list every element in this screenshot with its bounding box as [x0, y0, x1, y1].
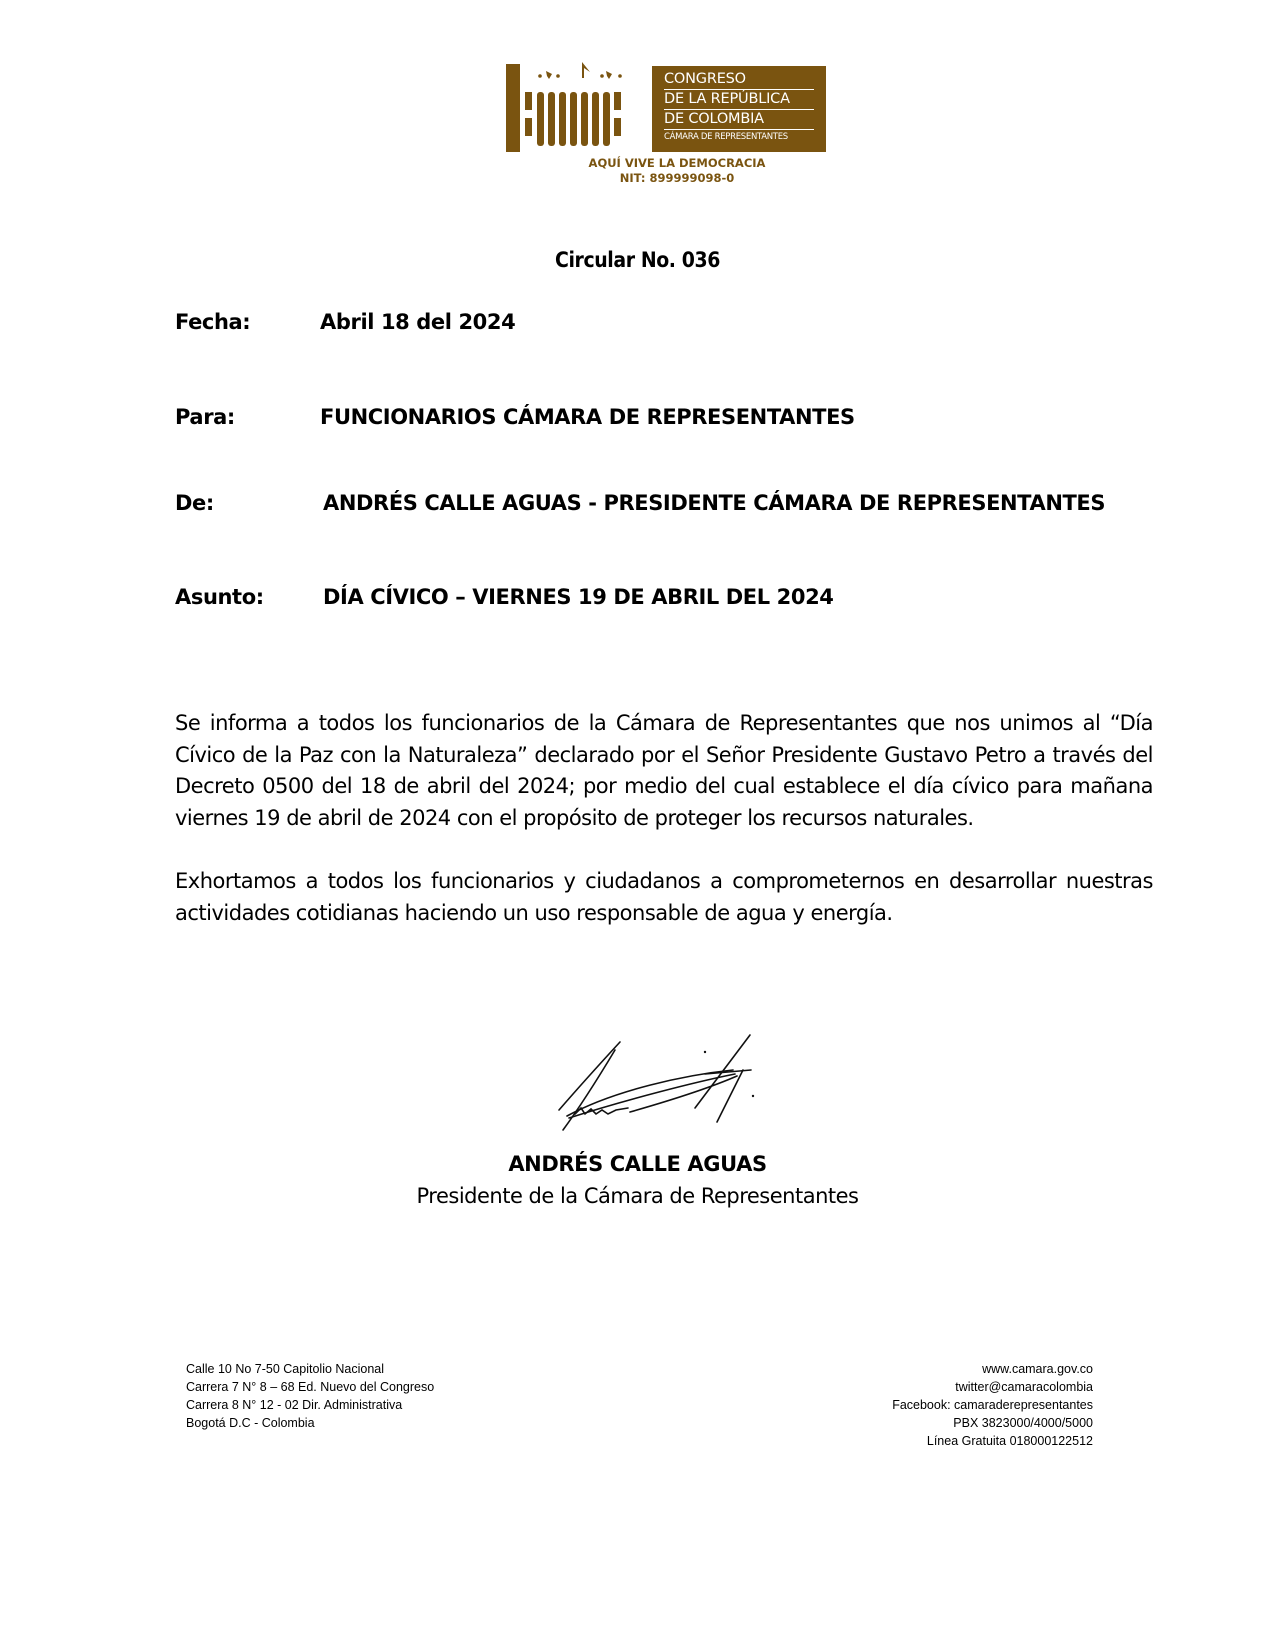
footer-address-line: Carrera 8 N° 12 - 02 Dir. Administrativa — [186, 1398, 403, 1412]
logo-line-1: CONGRESO — [664, 70, 814, 90]
footer-twitter: twitter@camaracolombia — [955, 1380, 1093, 1394]
signatory-role: Presidente de la Cámara de Representantes — [416, 1184, 859, 1208]
footer-address-line: Carrera 7 N° 8 – 68 Ed. Nuevo del Congreso — [186, 1380, 435, 1394]
field-label-para: Para: — [175, 405, 235, 429]
footer-facebook: Facebook: camaraderepresentantes — [892, 1398, 1093, 1412]
logo-tagline: AQUÍ VIVE LA DEMOCRACIA — [588, 156, 766, 170]
logo-nit: NIT: 899999098-0 — [619, 171, 735, 185]
footer-pbx: PBX 3823000/4000/5000 — [953, 1416, 1093, 1430]
field-value-asunto: DÍA CÍVICO – VIERNES 19 DE ABRIL DEL 2024 — [323, 585, 834, 609]
logo-wordmark — [652, 66, 826, 152]
field-label-asunto: Asunto: — [175, 585, 264, 609]
field-label-de: De: — [175, 491, 214, 515]
logo-line-3: DE COLOMBIA — [664, 110, 814, 130]
signatory-name: ANDRÉS CALLE AGUAS — [508, 1152, 767, 1176]
body-paragraph-2 — [175, 866, 1153, 929]
field-value-para: FUNCIONARIOS CÁMARA DE REPRESENTANTES — [320, 405, 855, 429]
footer-addresses — [186, 1360, 434, 1432]
capitol-building-icon — [506, 62, 650, 152]
footer-address-line: Bogotá D.C - Colombia — [186, 1416, 315, 1430]
logo-line-2: DE LA REPÚBLICA — [664, 90, 814, 110]
congress-logo — [506, 62, 828, 184]
footer-hotline: Línea Gratuita 018000122512 — [926, 1434, 1093, 1448]
footer-website: www.camara.gov.co — [982, 1362, 1093, 1376]
body-paragraph-1 — [175, 708, 1153, 834]
paragraph-text: Exhortamos a todos los funcionarios y ciudadanos a comprometernos en desarrollar nuestras actividades cotidianas haciendo un uso responsable de agua y energía. — [175, 869, 1153, 925]
field-label-fecha: Fecha: — [175, 310, 251, 334]
logo-line-4: CÁMARA DE REPRESENTANTES — [664, 132, 788, 142]
footer-contacts — [892, 1360, 1093, 1450]
field-value-de: ANDRÉS CALLE AGUAS - PRESIDENTE CÁMARA DE REPRESENTANTES — [323, 491, 1106, 515]
paragraph-text: Se informa a todos los funcionarios de la Cámara de Representantes que nos unimos al “Día Cívico de la Paz con la Naturaleza” declarado por el Señor Presidente Gustavo Petro a través del Decreto 0500 del 18 de abril del 2024; por medio del cual establece el día cívico para mañana viernes 19 de abril de 2024 con el propósito de proteger los recursos naturales. — [175, 711, 1153, 830]
field-value-fecha: Abril 18 del 2024 — [320, 310, 516, 334]
circular-title: Circular No. 036 — [555, 248, 720, 272]
handwritten-signature — [555, 1030, 775, 1140]
footer-address-line: Calle 10 No 7-50 Capitolio Nacional — [186, 1362, 385, 1376]
